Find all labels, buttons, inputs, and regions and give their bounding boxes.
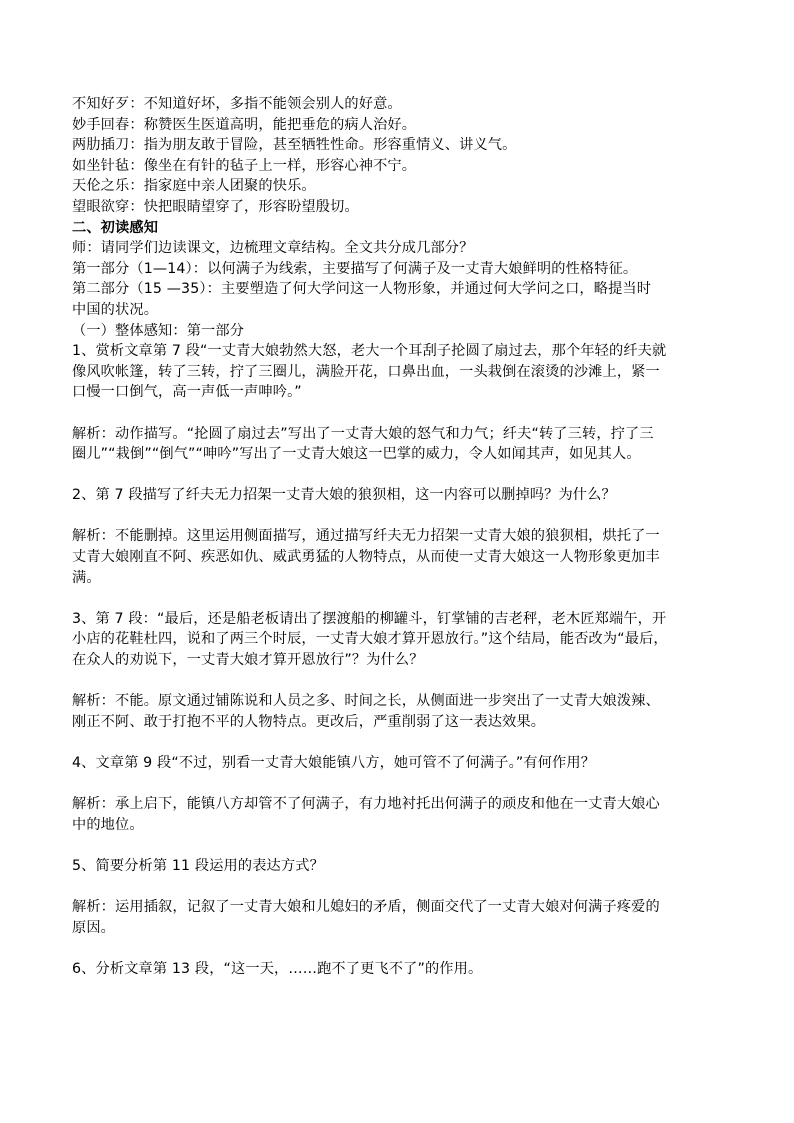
blank-line	[72, 938, 722, 959]
answer-4: 解析：承上启下，能镇八方却管不了何满子，有力地衬托出何满子的顽皮和他在一丈青大娘心	[72, 796, 660, 813]
question-5: 5、简要分析第 11 段运用的表达方式？	[72, 857, 324, 874]
idiom-line: 妙手回春：称赞医生医道高明，能把垂危的病人治好。	[72, 116, 417, 133]
idiom-line: 两肋插刀：指为朋友敢于冒险，甚至牺牲性命。形容重情义、讲义气。	[72, 137, 517, 154]
question-3-cont: 小店的花鞋杜四，说和了两三个时辰，一丈青大娘才算开恩放行。”这个结局，能否改为“最后，	[72, 631, 668, 648]
idiom-line: 天伦之乐：指家庭中亲人团聚的快乐。	[72, 178, 316, 195]
blank-line	[72, 506, 722, 527]
answer-1-cont: 圈儿”“栽倒”“倒气”“呻吟”写出了一丈青大娘这一巴掌的威力，令人如闻其声，如见其人。	[72, 446, 641, 463]
question-3: 3、第 7 段：“最后，还是船老板请出了摆渡船的柳罐斗，钉掌铺的吉老秤，老木匠郑端午，开	[72, 610, 667, 627]
answer-3: 解析：不能。原文通过铺陈说和人员之多、时间之长，从侧面进一步突出了一丈青大娘泼辣、	[72, 693, 660, 710]
structure-part-1: 第一部分（1—14）：以何满子为线索，主要描写了何满子及一丈青大娘鲜明的性格特征。	[72, 260, 638, 277]
blank-line	[72, 877, 722, 898]
idiom-line: 望眼欲穿：快把眼睛望穿了，形容盼望殷切。	[72, 198, 359, 215]
question-2: 2、第 7 段描写了纤夫无力招架一丈青大娘的狼狈相，这一内容可以删掉吗？为什么？	[72, 487, 616, 504]
answer-2-cont: 丈青大娘刚直不阿、疾恶如仇、威武勇猛的人物特点，从而使一丈青大娘这一人物形象更加丰	[72, 549, 660, 566]
question-1: 1、赏析文章第 7 段“一丈青大娘勃然大怒，老大一个耳刮子抡圆了扇过去，那个年轻的纤夫就	[72, 343, 667, 360]
structure-part-2-cont: 中国的状况。	[72, 301, 159, 318]
blank-line	[72, 671, 722, 692]
section-heading: 二、初读感知	[72, 219, 159, 236]
blank-line	[72, 465, 722, 486]
idiom-line: 如坐针毡：像坐在有针的毡子上一样，形容心神不宁。	[72, 157, 417, 174]
answer-1: 解析：动作描写。“抡圆了扇过去”写出了一丈青大娘的怒气和力气；纤夫“转了三转，拧了三	[72, 425, 654, 442]
teacher-prompt: 师：请同学们边读课文，边梳理文章结构。全文共分成几部分？	[72, 240, 474, 257]
answer-5: 解析：运用插叙，记叙了一丈青大娘和儿媳妇的矛盾，侧面交代了一丈青大娘对何满子疼爱的	[72, 899, 660, 916]
blank-line	[72, 774, 722, 795]
question-3-cont: 在众人的劝说下，一丈青大娘才算开恩放行”？为什么？	[72, 652, 424, 669]
structure-part-2: 第二部分（15 —35）：主要塑造了何大学问这一人物形象，并通过何大学问之口，略提当时	[72, 281, 652, 298]
document-body	[72, 94, 722, 980]
answer-4-cont: 中的地位。	[72, 816, 144, 833]
answer-2: 解析：不能删掉。这里运用侧面描写，通过描写纤夫无力招架一丈青大娘的狼狈相，烘托了一	[72, 528, 660, 545]
question-1-cont: 口慢一口倒气，高一声低一声呻吟。”	[72, 384, 302, 401]
blank-line	[72, 835, 722, 856]
blank-line	[72, 732, 722, 753]
answer-5-cont: 原因。	[72, 919, 116, 936]
question-4: 4、文章第 9 段“不过，别看一丈青大娘能镇八方，她可管不了何满子。”有何作用？	[72, 755, 596, 771]
question-1-cont: 像风吹帐篷，转了三转，拧了三圈儿，满脸开花，口鼻出血，一头栽倒在滚烫的沙滩上，紧一	[72, 363, 660, 380]
blank-line	[72, 403, 722, 424]
blank-line	[72, 588, 722, 609]
question-6: 6、分析文章第 13 段，“这一天，……跑不了更飞不了”的作用。	[72, 960, 483, 977]
sub-heading: （一）整体感知：第一部分	[72, 322, 245, 339]
idiom-line: 不知好歹：不知道好坏，多指不能领会别人的好意。	[72, 96, 402, 112]
answer-3-cont: 刚正不阿、敢于打抱不平的人物特点。更改后，严重削弱了这一表达效果。	[72, 713, 546, 730]
answer-2-cont: 满。	[72, 569, 101, 586]
